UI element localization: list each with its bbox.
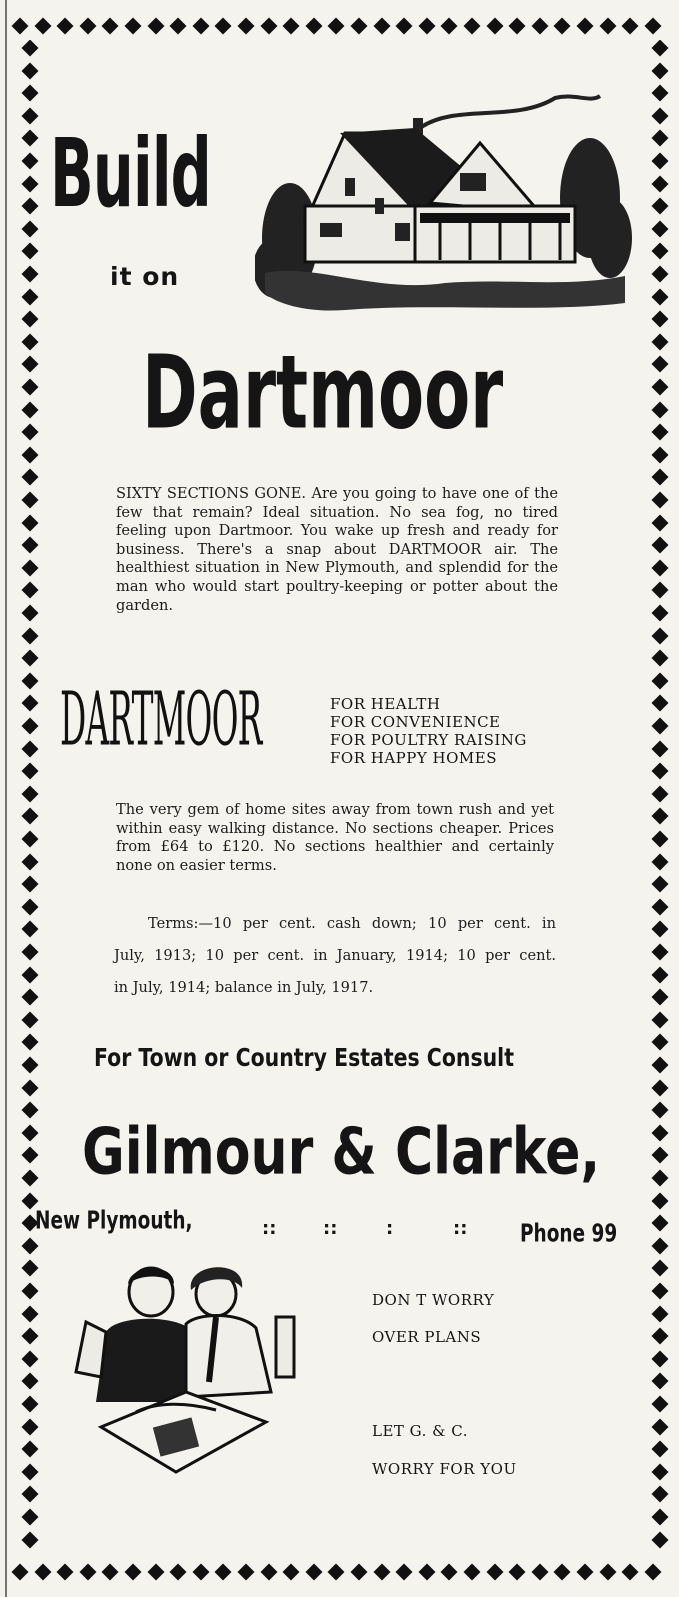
border-diamond [12,1564,29,1581]
border-diamond [22,1509,39,1526]
border-diamond [652,740,669,757]
border-diamond [652,220,669,237]
border-diamond [441,1564,458,1581]
border-diamond [652,1170,669,1187]
border-diamond [418,18,435,35]
border-diamond [125,18,142,35]
border-diamond [22,469,39,486]
border-diamond [22,672,39,689]
border-diamond [652,1011,669,1028]
border-diamond [22,944,39,961]
border-diamond [652,130,669,147]
border-diamond [652,107,669,124]
border-diamond [22,130,39,147]
border-diamond [22,514,39,531]
border-diamond [652,785,669,802]
terms-line-1: Terms:—10 per cent. cash down; 10 per cent. in [148,915,556,932]
border-diamond [22,266,39,283]
border-diamond [441,18,458,35]
border-diamond [22,1057,39,1074]
border-diamond [464,1564,481,1581]
border-diamond [652,763,669,780]
border-diamond [102,1564,119,1581]
diamond-border-right [648,40,672,1560]
border-diamond [22,40,39,56]
border-diamond [283,18,300,35]
border-diamond [22,198,39,215]
border-diamond [486,1564,503,1581]
border-diamond [22,740,39,757]
border-diamond [22,1373,39,1390]
border-diamond [652,672,669,689]
diamond-border-left [18,40,42,1560]
border-diamond [34,18,51,35]
border-diamond [22,695,39,712]
border-diamond [652,1237,669,1254]
border-diamond [622,1564,639,1581]
border-diamond [22,1147,39,1164]
border-diamond [652,718,669,735]
border-diamond [22,424,39,441]
border-diamond [147,1564,164,1581]
border-diamond [652,808,669,825]
border-diamond [22,808,39,825]
blueprint-plan-icon [101,1392,266,1472]
border-diamond [22,1441,39,1458]
border-diamond [22,1124,39,1141]
reason-health: FOR HEALTH [330,695,441,713]
border-diamond [22,1260,39,1277]
border-diamond [22,921,39,938]
terms-line-3: in July, 1914; balance in July, 1917. [114,979,374,996]
phone-text: Phone 99 [520,1220,618,1248]
woman-figure-icon [186,1267,294,1397]
border-diamond [170,18,187,35]
dartmoor-reasons-list [330,695,527,767]
border-diamond [554,18,571,35]
border-diamond [652,1034,669,1051]
border-diamond [22,401,39,418]
border-diamond [577,1564,594,1581]
border-diamond [652,876,669,893]
border-diamond [652,1509,669,1526]
border-diamond [652,266,669,283]
border-diamond [622,18,639,35]
border-diamond [22,62,39,79]
slogan-line-4: WORRY FOR YOU [372,1460,517,1478]
page-edge-line [5,0,7,1597]
dartmoor-title: DARTMOOR [60,676,262,762]
border-diamond [22,537,39,554]
border-diamond [147,18,164,35]
border-diamond [22,582,39,599]
border-diamond [652,1079,669,1096]
border-diamond [22,605,39,622]
diamond-border-top [0,14,679,38]
border-diamond [652,424,669,441]
border-diamond [22,1418,39,1435]
border-diamond [652,153,669,170]
border-diamond [652,1441,669,1458]
reason-convenience: FOR CONVENIENCE [330,713,501,731]
border-diamond [652,1463,669,1480]
border-diamond [34,1564,51,1581]
border-diamond [652,559,669,576]
border-diamond [652,288,669,305]
headline-dartmoor: Dartmoor [142,335,504,452]
description-paragraph: The very gem of home sites away from town rush and yet within easy walking distance. No sections cheaper. Prices from £64 to £120. No sections healthier and certainly none on easier terms. [116,801,554,874]
border-diamond [79,1564,96,1581]
terms-line-2: July, 1913; 10 per cent. in January, 1914; 10 per cent. [114,947,556,964]
border-diamond [652,333,669,350]
border-diamond [652,446,669,463]
border-diamond [418,1564,435,1581]
border-diamond [486,18,503,35]
border-diamond [652,1531,669,1548]
separator-3: : [386,1218,394,1239]
border-diamond [652,582,669,599]
border-diamond [22,966,39,983]
border-diamond [396,18,413,35]
border-diamond [22,627,39,644]
border-diamond [652,401,669,418]
separator-2: :: [323,1218,338,1239]
company-name: Gilmour & Clarke, [82,1115,601,1190]
border-diamond [652,898,669,915]
border-diamond [599,18,616,35]
people-reviewing-plans-illustration [66,1262,306,1492]
border-diamond [531,1564,548,1581]
border-diamond [22,333,39,350]
border-diamond [57,1564,74,1581]
border-diamond [22,1170,39,1187]
border-diamond [22,446,39,463]
border-diamond [22,1328,39,1345]
border-diamond [509,1564,526,1581]
border-diamond [22,1102,39,1119]
border-diamond [351,1564,368,1581]
border-diamond [22,1486,39,1503]
border-diamond [652,605,669,622]
border-diamond [652,1057,669,1074]
border-diamond [22,898,39,915]
border-diamond [22,85,39,102]
border-diamond [652,40,669,56]
border-diamond [22,831,39,848]
border-diamond [22,785,39,802]
border-diamond [22,1463,39,1480]
border-diamond [652,1260,669,1277]
border-diamond [652,944,669,961]
slogan-line-2: OVER PLANS [372,1328,482,1346]
headline-build: Build [50,118,211,229]
house-illustration [255,88,635,318]
border-diamond [57,18,74,35]
border-diamond [531,18,548,35]
border-diamond [554,1564,571,1581]
border-diamond [652,627,669,644]
border-diamond [238,1564,255,1581]
border-diamond [652,1373,669,1390]
border-diamond [22,107,39,124]
border-diamond [373,18,390,35]
border-diamond [283,1564,300,1581]
border-diamond [22,718,39,735]
border-diamond [652,311,669,328]
border-diamond [22,175,39,192]
border-diamond [652,243,669,260]
border-diamond [22,153,39,170]
border-diamond [22,379,39,396]
border-diamond [652,1486,669,1503]
border-diamond [644,1564,661,1581]
border-diamond [192,18,209,35]
border-diamond [652,853,669,870]
border-diamond [22,1034,39,1051]
border-diamond [652,1328,669,1345]
border-diamond [238,18,255,35]
border-diamond [170,1564,187,1581]
border-diamond [652,650,669,667]
border-diamond [22,492,39,509]
border-diamond [22,1396,39,1413]
border-diamond [652,85,669,102]
border-diamond [22,311,39,328]
border-diamond [652,1124,669,1141]
border-diamond [22,1305,39,1322]
separator-1: :: [262,1218,277,1239]
border-diamond [652,1396,669,1413]
border-diamond [652,537,669,554]
border-diamond [22,853,39,870]
border-diamond [652,492,669,509]
border-diamond [652,1305,669,1322]
border-diamond [328,1564,345,1581]
border-diamond [652,1418,669,1435]
border-diamond [305,1564,322,1581]
reason-happy-homes: FOR HAPPY HOMES [330,749,497,767]
slogan-line-1: DON T WORRY [372,1291,495,1309]
border-diamond [22,288,39,305]
separator-4: :: [453,1218,468,1239]
border-diamond [22,1531,39,1548]
border-diamond [652,831,669,848]
slogan-line-3: LET G. & C. [372,1422,468,1440]
border-diamond [22,559,39,576]
border-diamond [652,62,669,79]
border-diamond [351,18,368,35]
border-diamond [652,989,669,1006]
intro-paragraph: SIXTY SECTIONS GONE. Are you going to have one of the few that remain? Ideal situation. No sea fog, no tired feeling upon Dartmoor. You wake up fresh and ready for business. There's a snap about DARTMOOR air. The healthiest situation in New Plymouth, and splendid for the man who would start poultry-keeping or potter about the garden. [116,485,558,614]
border-diamond [509,18,526,35]
man-figure-icon [76,1268,201,1402]
border-diamond [652,1350,669,1367]
border-diamond [373,1564,390,1581]
border-diamond [652,1283,669,1300]
border-diamond [192,1564,209,1581]
border-diamond [22,650,39,667]
border-diamond [652,379,669,396]
border-diamond [652,1102,669,1119]
border-diamond [652,514,669,531]
border-diamond [22,243,39,260]
consult-line: For Town or Country Estates Consult [94,1044,514,1073]
border-diamond [22,876,39,893]
border-diamond [652,966,669,983]
border-diamond [652,921,669,938]
border-diamond [328,18,345,35]
border-diamond [102,18,119,35]
border-diamond [644,18,661,35]
border-diamond [22,356,39,373]
border-diamond [22,1011,39,1028]
border-diamond [22,1079,39,1096]
border-diamond [79,18,96,35]
border-diamond [22,1283,39,1300]
border-diamond [464,18,481,35]
border-diamond [12,18,29,35]
border-diamond [215,18,232,35]
border-diamond [22,1237,39,1254]
border-diamond [652,175,669,192]
border-diamond [652,356,669,373]
border-diamond [125,1564,142,1581]
border-diamond [305,18,322,35]
reason-poultry: FOR POULTRY RAISING [330,731,527,749]
location-text: New Plymouth, [35,1207,193,1235]
terms-block [114,915,556,1003]
border-diamond [22,1350,39,1367]
border-diamond [215,1564,232,1581]
border-diamond [260,18,277,35]
border-diamond [22,989,39,1006]
headline-it-on: it on [110,262,180,291]
border-diamond [599,1564,616,1581]
border-diamond [652,1147,669,1164]
border-diamond [260,1564,277,1581]
diamond-border-bottom [0,1560,679,1588]
border-diamond [577,18,594,35]
border-diamond [22,763,39,780]
border-diamond [652,1215,669,1232]
border-diamond [22,220,39,237]
border-diamond [396,1564,413,1581]
border-diamond [652,1192,669,1209]
border-diamond [652,198,669,215]
border-diamond [652,695,669,712]
border-diamond [652,469,669,486]
